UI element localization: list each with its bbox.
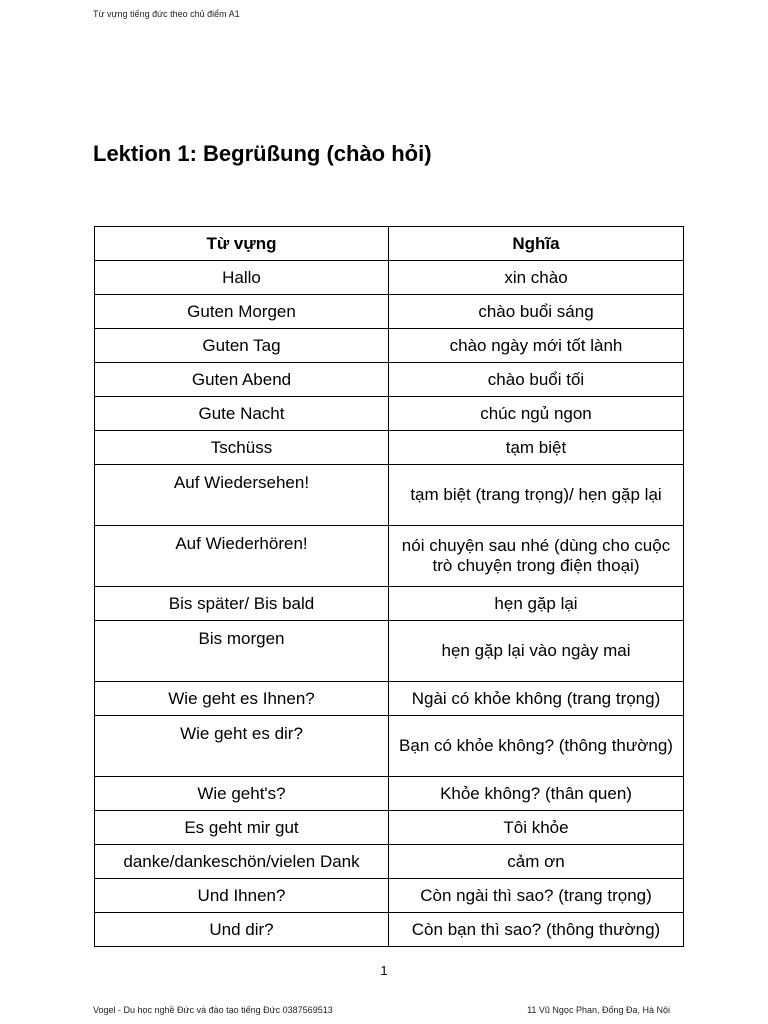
meaning-cell: Còn ngài thì sao? (trang trọng) — [389, 879, 684, 913]
meaning-cell: hẹn gặp lại — [389, 587, 684, 621]
table-row — [95, 777, 684, 811]
word-cell: Gute Nacht — [95, 397, 389, 431]
word-cell: Bis später/ Bis bald — [95, 587, 389, 621]
meaning-cell: tạm biệt (trang trọng)/ hẹn gặp lại — [389, 465, 684, 526]
word-cell: Auf Wiederhören! — [95, 526, 389, 587]
table-row — [95, 397, 684, 431]
column-header-meaning: Nghĩa — [389, 227, 684, 261]
word-cell: Und dir? — [95, 913, 389, 947]
word-cell: Guten Tag — [95, 329, 389, 363]
meaning-cell: chào buổi sáng — [389, 295, 684, 329]
meaning-cell: chào buổi tối — [389, 363, 684, 397]
table-row — [95, 431, 684, 465]
table-row — [95, 879, 684, 913]
word-cell: Und Ihnen? — [95, 879, 389, 913]
meaning-cell: xin chào — [389, 261, 684, 295]
table-row — [95, 526, 684, 587]
table-row — [95, 587, 684, 621]
word-cell: danke/dankeschön/vielen Dank — [95, 845, 389, 879]
word-cell: Hallo — [95, 261, 389, 295]
word-cell: Wie geht's? — [95, 777, 389, 811]
table-row — [95, 913, 684, 947]
column-header-word: Từ vựng — [95, 227, 389, 261]
table-header-row — [95, 227, 684, 261]
meaning-cell: nói chuyện sau nhé (dùng cho cuộc trò chuyện trong điện thoại) — [389, 526, 684, 587]
lesson-title: Lektion 1: Begrüßung (chào hỏi) — [93, 141, 432, 166]
page-header: Từ vựng tiếng đức theo chủ điểm A1 — [93, 9, 240, 19]
meaning-cell: hẹn gặp lại vào ngày mai — [389, 621, 684, 682]
meaning-cell: Khỏe không? (thân quen) — [389, 777, 684, 811]
vocabulary-table — [94, 226, 684, 947]
word-cell: Wie geht es Ihnen? — [95, 682, 389, 716]
word-cell: Bis morgen — [95, 621, 389, 682]
meaning-cell: Ngài có khỏe không (trang trọng) — [389, 682, 684, 716]
table-row — [95, 261, 684, 295]
footer-address: 11 Vũ Ngọc Phan, Đống Đa, Hà Nội — [527, 1005, 670, 1015]
meaning-cell: Còn bạn thì sao? (thông thường) — [389, 913, 684, 947]
meaning-cell: Tôi khỏe — [389, 811, 684, 845]
word-cell: Tschüss — [95, 431, 389, 465]
word-cell: Auf Wiedersehen! — [95, 465, 389, 526]
table-row — [95, 621, 684, 682]
table-row — [95, 363, 684, 397]
meaning-cell: chào ngày mới tốt lành — [389, 329, 684, 363]
word-cell: Guten Morgen — [95, 295, 389, 329]
table-row — [95, 682, 684, 716]
table-row — [95, 329, 684, 363]
table-row — [95, 465, 684, 526]
word-cell: Guten Abend — [95, 363, 389, 397]
meaning-cell: chúc ngủ ngon — [389, 397, 684, 431]
word-cell: Es geht mir gut — [95, 811, 389, 845]
table-row — [95, 811, 684, 845]
footer-company: Vogel - Du học nghề Đức và đào tạo tiếng Đức 0387569513 — [93, 1005, 333, 1015]
page-number: 1 — [380, 963, 388, 978]
table-row — [95, 716, 684, 777]
word-cell: Wie geht es dir? — [95, 716, 389, 777]
meaning-cell: Bạn có khỏe không? (thông thường) — [389, 716, 684, 777]
table-row — [95, 295, 684, 329]
table-row — [95, 845, 684, 879]
meaning-cell: tạm biệt — [389, 431, 684, 465]
meaning-cell: cảm ơn — [389, 845, 684, 879]
